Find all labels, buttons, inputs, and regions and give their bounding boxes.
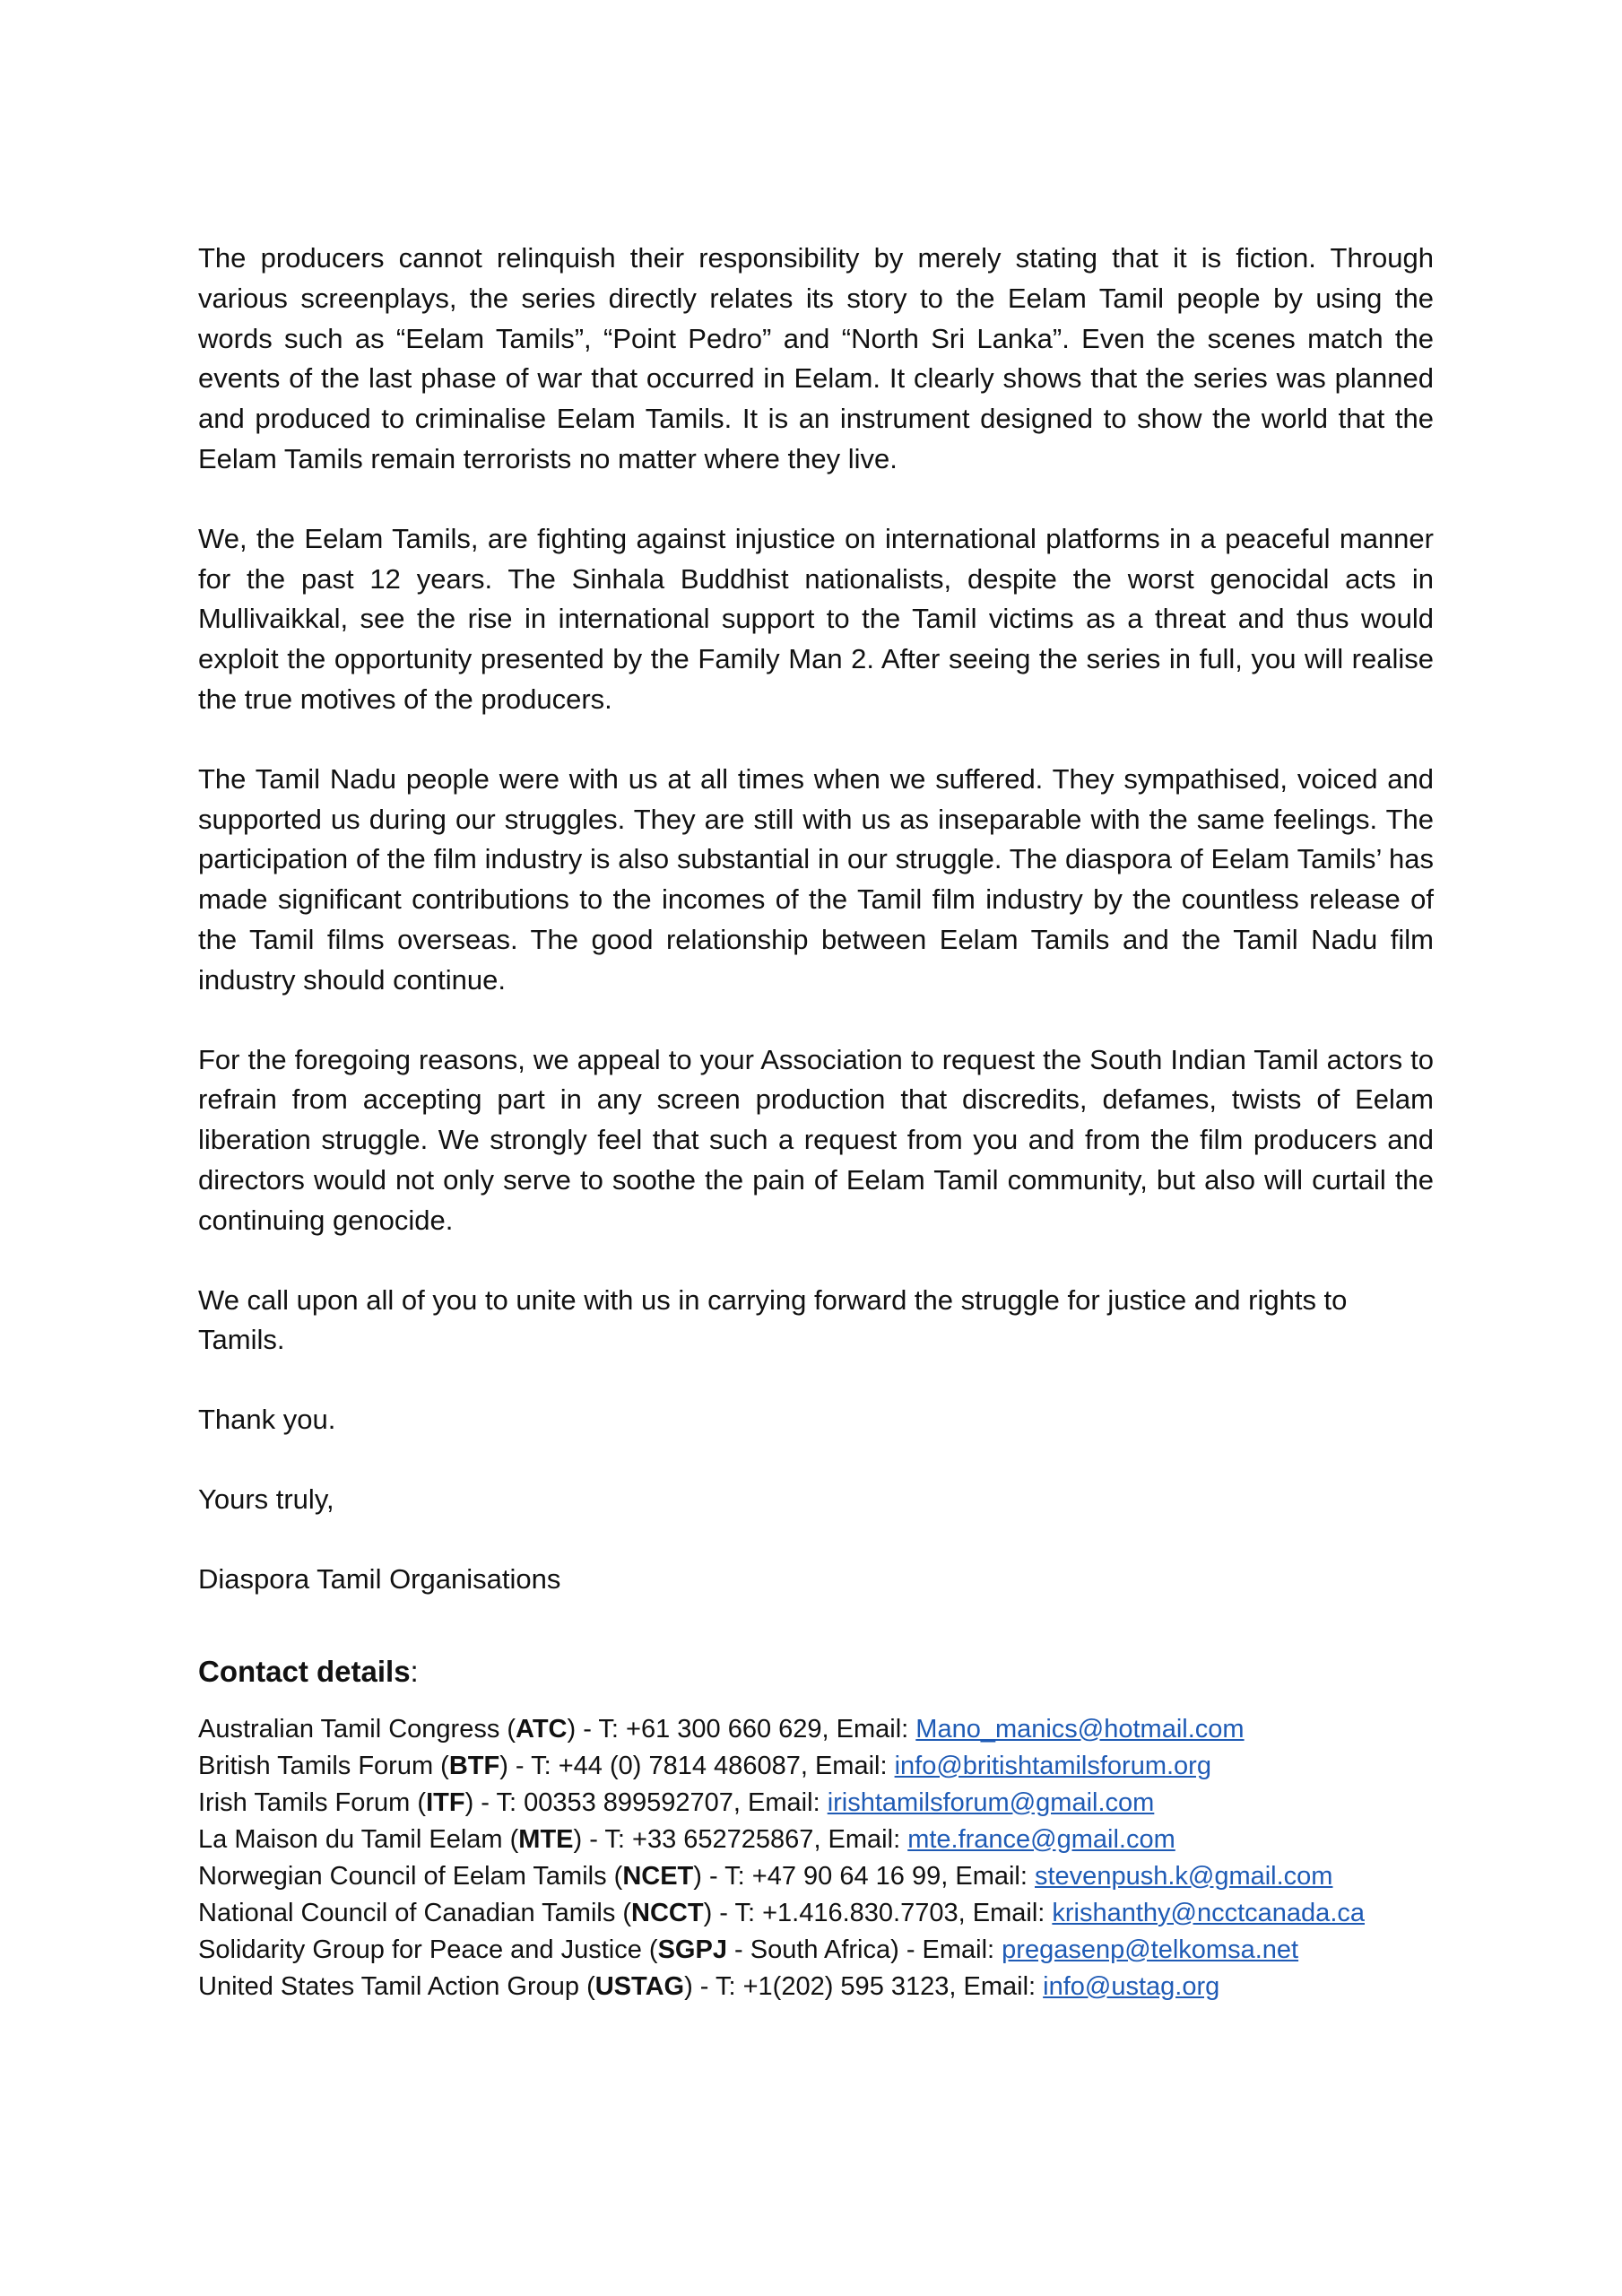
email-link[interactable]: krishanthy@ncctcanada.ca <box>1052 1898 1365 1927</box>
email-link[interactable]: stevenpush.k@gmail.com <box>1035 1861 1333 1891</box>
org-details: - South Africa) - Email: <box>726 1935 1002 1964</box>
email-link[interactable]: irishtamilsforum@gmail.com <box>827 1787 1155 1817</box>
contact-list <box>198 1711 1434 2005</box>
closing-signoff: Yours truly, <box>198 1483 334 1515</box>
org-name: British Tamils Forum ( <box>198 1751 449 1780</box>
org-name: Solidarity Group for Peace and Justice ( <box>198 1935 658 1964</box>
org-name: La Maison du Tamil Eelam ( <box>198 1824 519 1854</box>
letter-page <box>198 239 1434 2005</box>
contact-heading <box>198 1652 1434 1692</box>
closing-thanks: Thank you. <box>198 1404 336 1436</box>
org-details: ) - T: +33 652725867, Email: <box>573 1824 908 1854</box>
body-paragraph-2: We, the Eelam Tamils, are fighting against injustice on international platforms in a peaceful manner for the past 12 years. The Sinhala Buddhist nationalists, despite the worst genocidal acts in Mullivaikkal, see the rise in international support to the Tamil victims as a threat and thus would exploit the opportunity presented by the Family Man 2. After seeing the series in full, you will realise the true motives of the producers. <box>198 522 1434 715</box>
contact-entry <box>198 1711 1434 1748</box>
org-details: ) - T: +1.416.830.7703, Email: <box>703 1898 1053 1927</box>
contact-entry <box>198 1895 1434 1932</box>
body-paragraph-1: The producers cannot relinquish their responsibility by merely stating that it is fiction. Through various screenplays, the series directly relates its story to the Eelam Tamil people by using the words such as “Eelam Tamils”, “Point Pedro” and “North Sri Lanka”. Even the scenes match the events of the last phase of war that occurred in Eelam. It clearly shows that the series was planned and produced to criminalise Eelam Tamils. It is an instrument designed to show the world that the Eelam Tamils remain terrorists no matter where they live. <box>198 242 1434 474</box>
email-link[interactable]: mte.france@gmail.com <box>907 1824 1175 1854</box>
contact-entry <box>198 1932 1434 1969</box>
email-link[interactable]: info@ustag.org <box>1043 1971 1220 2001</box>
org-name: National Council of Canadian Tamils ( <box>198 1898 632 1927</box>
org-details: ) - T: +61 300 660 629, Email: <box>567 1714 916 1744</box>
contact-entry <box>198 1822 1434 1858</box>
org-abbreviation: ATC <box>516 1714 568 1744</box>
contact-entry <box>198 1969 1434 2005</box>
org-abbreviation: USTAG <box>594 1971 685 2001</box>
org-name: Irish Tamils Forum ( <box>198 1787 427 1817</box>
org-details: ) - T: +1(202) 595 3123, Email: <box>684 1971 1044 2001</box>
org-abbreviation: ITF <box>426 1787 465 1817</box>
org-abbreviation: NCET <box>622 1861 694 1891</box>
closing-signature: Diaspora Tamil Organisations <box>198 1562 561 1595</box>
org-name: Australian Tamil Congress ( <box>198 1714 516 1744</box>
org-abbreviation: NCCT <box>631 1898 704 1927</box>
org-details: ) - T: +47 90 64 16 99, Email: <box>693 1861 1035 1891</box>
email-link[interactable]: info@britishtamilsforum.org <box>894 1751 1211 1780</box>
contact-heading-label: Contact details <box>198 1654 411 1688</box>
body-paragraph-5: We call upon all of you to unite with us in carrying forward the struggle for justice and rights to Tamils. <box>198 1283 1348 1356</box>
org-name: United States Tamil Action Group ( <box>198 1971 595 2001</box>
contact-entry <box>198 1748 1434 1785</box>
org-abbreviation: MTE <box>518 1824 574 1854</box>
org-abbreviation: BTF <box>448 1751 500 1780</box>
org-details: ) - T: 00353 899592707, Email: <box>464 1787 828 1817</box>
body-paragraph-3: The Tamil Nadu people were with us at all times when we suffered. They sympathised, voiced and supported us during our struggles. They are still with us as inseparable with the same feelings. The participation of the film industry is also substantial in our struggle. The diaspora of Eelam Tamils’ has made significant contributions to the incomes of the Tamil film industry by the countless release of the Tamil films overseas. The good relationship between Eelam Tamils and the Tamil Nadu film industry should continue. <box>198 762 1434 996</box>
org-abbreviation: SGPJ <box>657 1935 727 1964</box>
contact-heading-colon: : <box>410 1654 419 1688</box>
org-details: ) - T: +44 (0) 7814 486087, Email: <box>499 1751 895 1780</box>
email-link[interactable]: Mano_manics@hotmail.com <box>915 1714 1245 1744</box>
org-name: Norwegian Council of Eelam Tamils ( <box>198 1861 623 1891</box>
contact-entry <box>198 1785 1434 1822</box>
contact-entry <box>198 1858 1434 1895</box>
body-paragraph-4: For the foregoing reasons, we appeal to your Association to request the South Indian Tamil actors to refrain from accepting part in any screen production that discredits, defames, twists of Eelam liberation struggle. We strongly feel that such a request from you and from the film producers and directors would not only serve to soothe the pain of Eelam Tamil community, but also will curtail the continuing genocide. <box>198 1043 1434 1236</box>
email-link[interactable]: pregasenp@telkomsa.net <box>1002 1935 1299 1964</box>
